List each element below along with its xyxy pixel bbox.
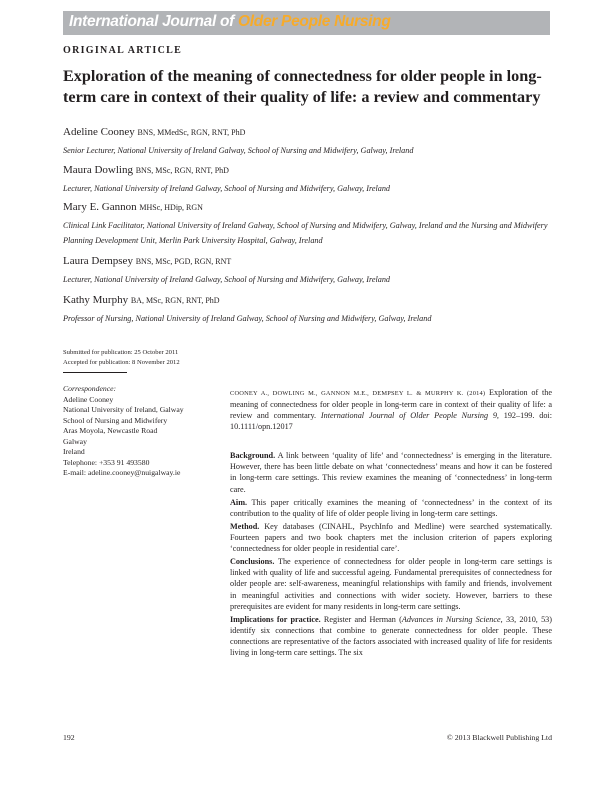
author-affiliation: Clinical Link Facilitator, National University of Ireland Galway, School of Nursing and Midwifery, Galway, Ireland and the Nursing and Midwifery Planning Development Unit, Merlin Park University Hospital, Galway, Ireland bbox=[63, 221, 548, 245]
abstract-paragraph bbox=[230, 614, 552, 659]
citation-authors: COONEY A., DOWLING M., GANNON M.E., DEMPSEY L. & MURPHY K. (2014) bbox=[230, 390, 486, 397]
page-number: 192 bbox=[63, 733, 75, 742]
author-affiliation: Professor of Nursing, National University of Ireland Galway, School of Nursing and Midwifery, Galway, Ireland bbox=[63, 314, 432, 323]
citation-journal: International Journal of Older People Nursing bbox=[320, 411, 489, 420]
author-name-line bbox=[63, 293, 553, 308]
citation-text: Exploration of the meaning of connectedness for older people in long-term care in context of their quality of life: a review and commentary. bbox=[230, 388, 552, 420]
correspondence-line: Adeline Cooney bbox=[63, 394, 114, 404]
correspondence-line: Ireland bbox=[63, 447, 85, 456]
abstract-heading: Conclusions. bbox=[230, 556, 275, 566]
section-label: ORIGINAL ARTICLE bbox=[63, 45, 183, 56]
abstract-text: The experience of connectedness for older people in long-term care settings is linked with quality of life and successful ageing. Fundamental prerequisites of connectedness for older people are: self-awareness, meaningful relationships with family and friends, involvement in meaningful activities and connections with wider society. However, barriers to these prerequisites are evident for many residents in long-term care settings. bbox=[230, 556, 552, 611]
author-qualifications: BA, MSc, RGN, RNT, PhD bbox=[130, 296, 220, 305]
copyright: © 2013 Blackwell Publishing Ltd bbox=[446, 733, 552, 742]
correspondence-line: Aras Moyola, Newcastle Road bbox=[63, 426, 158, 435]
author-name: Kathy Murphy bbox=[63, 294, 129, 306]
abstract-text: Register and Herman ( bbox=[323, 614, 402, 624]
journal-banner bbox=[63, 11, 550, 35]
submitted-date: Submitted for publication: 25 October 2011 bbox=[63, 349, 179, 356]
author-block bbox=[63, 293, 553, 326]
article-title: Exploration of the meaning of connectedness for older people in long-term care in context of their quality of life: a review and commentary bbox=[63, 67, 542, 106]
correspondence-line: Galway bbox=[63, 436, 87, 446]
journal-title bbox=[69, 13, 391, 31]
publication-dates bbox=[63, 348, 180, 367]
abstract-text: , 33, 2010, 53) identify six connections that combine to generate connectedness for older people. These connections are representative of the factors associated with increased quality of life for residents living in long-term care settings. The six bbox=[230, 614, 552, 658]
author-affiliation: Senior Lecturer, National University of Ireland Galway, School of Nursing and Midwifery, Galway, Ireland bbox=[63, 146, 414, 155]
author-name: Adeline Cooney bbox=[63, 126, 135, 138]
correspondence-heading: Correspondence: bbox=[63, 384, 117, 393]
abstract-heading: Aim. bbox=[230, 497, 248, 507]
correspondence-line: School of Nursing and Midwifery bbox=[63, 415, 168, 425]
abstract-paragraph bbox=[230, 497, 552, 519]
author-name: Mary E. Gannon bbox=[63, 201, 137, 213]
author-affiliation: Lecturer, National University of Ireland Galway, School of Nursing and Midwifery, Galway, Ireland bbox=[63, 184, 391, 193]
author-name-line bbox=[63, 163, 553, 178]
citation-pages-doi: , 192–199. doi: 10.1111/opn.12017 bbox=[230, 411, 552, 431]
author-name-line bbox=[63, 200, 553, 215]
author-affiliation: Lecturer, National University of Ireland Galway, School of Nursing and Midwifery, Galway, Ireland bbox=[63, 275, 391, 284]
author-qualifications: MHSc, HDip, RGN bbox=[139, 203, 203, 212]
citation-block bbox=[230, 387, 552, 432]
author-qualifications: BNS, MSc, PGD, RGN, RNT bbox=[135, 257, 232, 266]
divider bbox=[63, 372, 127, 373]
correspondence-block bbox=[63, 384, 213, 479]
author-qualifications: BNS, MMedSc, RGN, RNT, PhD bbox=[137, 128, 246, 137]
abstract-heading: Method. bbox=[230, 521, 260, 531]
abstract bbox=[230, 450, 552, 658]
abstract-text: Key databases (CINAHL, PsychInfo and Medline) were searched systematically. Fourteen papers and two book chapters met the inclusion criterion of papers exploring ‘connectedness for older people in residential care’. bbox=[230, 521, 552, 553]
author-qualifications: BNS, MSc, RGN, RNT, PhD bbox=[135, 166, 229, 175]
abstract-heading: Implications for practice. bbox=[230, 614, 321, 624]
accepted-date: Accepted for publication: 8 November 2012 bbox=[63, 358, 180, 366]
abstract-reference-journal: Advances in Nursing Science bbox=[401, 614, 501, 624]
author-block bbox=[63, 254, 553, 287]
author-name: Maura Dowling bbox=[63, 164, 133, 176]
correspondence-line: Telephone: +353 91 493580 bbox=[63, 457, 150, 467]
correspondence-line: E-mail: adeline.cooney@nuigalway.ie bbox=[63, 468, 181, 477]
journal-title-part2: Older People Nursing bbox=[238, 13, 391, 30]
author-block bbox=[63, 125, 553, 158]
abstract-paragraph bbox=[230, 450, 552, 495]
journal-title-part1: International Journal of bbox=[69, 13, 239, 30]
abstract-text: A link between ‘quality of life’ and ‘connectedness’ is emerging in the literature. However, there has been little debate on what ‘connectedness’ means and how it can be fostered in long-term care settings. This review examines the meaning of ‘connectedness’ in long-term care. bbox=[230, 451, 552, 494]
abstract-text: This paper critically examines the meaning of ‘connectedness’ in the context of its contribution to the quality of life of older people living in long-term care settings. bbox=[230, 497, 552, 518]
author-name-line bbox=[63, 254, 553, 269]
author-block bbox=[63, 163, 553, 196]
abstract-heading: Background. bbox=[230, 451, 276, 460]
abstract-paragraph bbox=[230, 521, 552, 555]
citation-volume: 9 bbox=[492, 411, 497, 420]
correspondence-line: National University of Ireland, Galway bbox=[63, 405, 184, 414]
author-name-line bbox=[63, 125, 553, 140]
abstract-paragraph bbox=[230, 556, 552, 612]
author-block bbox=[63, 200, 553, 248]
author-name: Laura Dempsey bbox=[63, 255, 133, 267]
